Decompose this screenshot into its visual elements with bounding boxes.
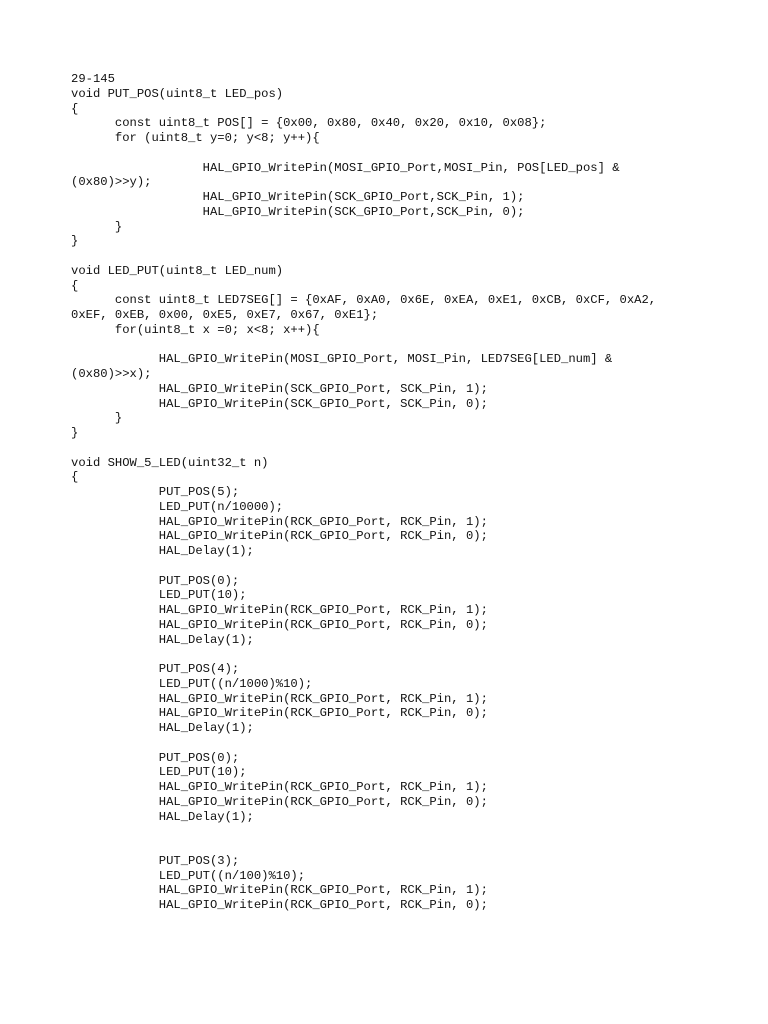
- code-line: }: [71, 411, 123, 426]
- code-line: HAL_GPIO_WritePin(RCK_GPIO_Port, RCK_Pin, 0);: [71, 529, 488, 544]
- code-line: HAL_GPIO_WritePin(RCK_GPIO_Port, RCK_Pin, 0);: [71, 898, 488, 912]
- code-line: }: [71, 219, 123, 234]
- code-line: HAL_Delay(1);: [71, 809, 254, 824]
- code-line: PUT_POS(3);: [71, 853, 240, 868]
- code-line: [71, 559, 751, 574]
- code-line: HAL_GPIO_WritePin(RCK_GPIO_Port, RCK_Pin, 1);: [71, 514, 488, 529]
- code-line: HAL_GPIO_WritePin(RCK_GPIO_Port, RCK_Pin, 0);: [71, 706, 488, 721]
- code-line: HAL_GPIO_WritePin(RCK_GPIO_Port, RCK_Pin, 1);: [71, 691, 488, 706]
- code-line: HAL_GPIO_WritePin(MOSI_GPIO_Port, MOSI_Pin, LED7SEG[LED_num] &: [71, 352, 613, 367]
- code-line: [71, 824, 751, 839]
- code-line: [71, 441, 751, 456]
- code-line: PUT_POS(5);: [71, 485, 240, 499]
- code-line: void PUT_POS(uint8_t LED_pos): [71, 86, 284, 101]
- code-line: [71, 736, 751, 751]
- code-line: {: [71, 470, 79, 485]
- code-line: 29-145: [71, 72, 115, 86]
- code-line: HAL_Delay(1);: [71, 544, 254, 558]
- code-line: HAL_GPIO_WritePin(RCK_GPIO_Port, RCK_Pin, 0);: [71, 794, 488, 809]
- code-line: HAL_Delay(1);: [71, 721, 254, 735]
- code-line: (0x80)>>x);: [71, 367, 152, 381]
- code-line: const uint8_t POS[] = {0x00, 0x80, 0x40, 0x20, 0x10, 0x08};: [71, 116, 547, 131]
- code-line: for (uint8_t y=0; y<8; y++){: [71, 131, 320, 145]
- code-line: }: [71, 426, 79, 440]
- code-line: HAL_GPIO_WritePin(SCK_GPIO_Port,SCK_Pin, 0);: [71, 204, 525, 219]
- code-line: PUT_POS(0);: [71, 573, 240, 588]
- code-line: [71, 839, 751, 854]
- code-line: (0x80)>>y);: [71, 175, 152, 190]
- code-line: HAL_GPIO_WritePin(RCK_GPIO_Port, RCK_Pin, 1);: [71, 780, 488, 794]
- code-line: {: [71, 278, 79, 293]
- code-line: void SHOW_5_LED(uint32_t n): [71, 455, 269, 470]
- code-line: [71, 146, 751, 161]
- code-line: HAL_GPIO_WritePin(SCK_GPIO_Port, SCK_Pin, 1);: [71, 381, 488, 396]
- code-line: HAL_GPIO_WritePin(SCK_GPIO_Port, SCK_Pin, 0);: [71, 396, 488, 411]
- code-line: [71, 338, 751, 353]
- code-line: LED_PUT(10);: [71, 765, 247, 780]
- code-line: for(uint8_t x =0; x<8; x++){: [71, 322, 320, 337]
- code-line: const uint8_t LED7SEG[] = {0xAF, 0xA0, 0x6E, 0xEA, 0xE1, 0xCB, 0xCF, 0xA2,: [71, 293, 657, 308]
- code-line: [71, 647, 751, 662]
- code-line: PUT_POS(4);: [71, 662, 240, 676]
- code-line: }: [71, 234, 79, 249]
- code-line: [71, 249, 751, 264]
- code-line: {: [71, 101, 79, 116]
- code-line: LED_PUT(n/10000);: [71, 499, 284, 514]
- code-line: HAL_GPIO_WritePin(MOSI_GPIO_Port,MOSI_Pin, POS[LED_pos] &: [71, 160, 620, 175]
- code-line: HAL_GPIO_WritePin(RCK_GPIO_Port, RCK_Pin, 1);: [71, 883, 488, 898]
- code-line: LED_PUT((n/1000)%10);: [71, 676, 313, 691]
- code-line: PUT_POS(0);: [71, 750, 240, 765]
- code-line: HAL_GPIO_WritePin(RCK_GPIO_Port, RCK_Pin, 1);: [71, 603, 488, 617]
- code-line: LED_PUT((n/100)%10);: [71, 868, 306, 883]
- code-line: HAL_GPIO_WritePin(RCK_GPIO_Port, RCK_Pin, 0);: [71, 617, 488, 632]
- code-line: 0xEF, 0xEB, 0x00, 0xE5, 0xE7, 0x67, 0xE1};: [71, 308, 379, 322]
- code-line: LED_PUT(10);: [71, 588, 247, 603]
- code-line: HAL_Delay(1);: [71, 632, 254, 647]
- code-listing: [71, 72, 751, 913]
- code-line: void LED_PUT(uint8_t LED_num): [71, 263, 284, 278]
- code-line: HAL_GPIO_WritePin(SCK_GPIO_Port,SCK_Pin, 1);: [71, 190, 525, 204]
